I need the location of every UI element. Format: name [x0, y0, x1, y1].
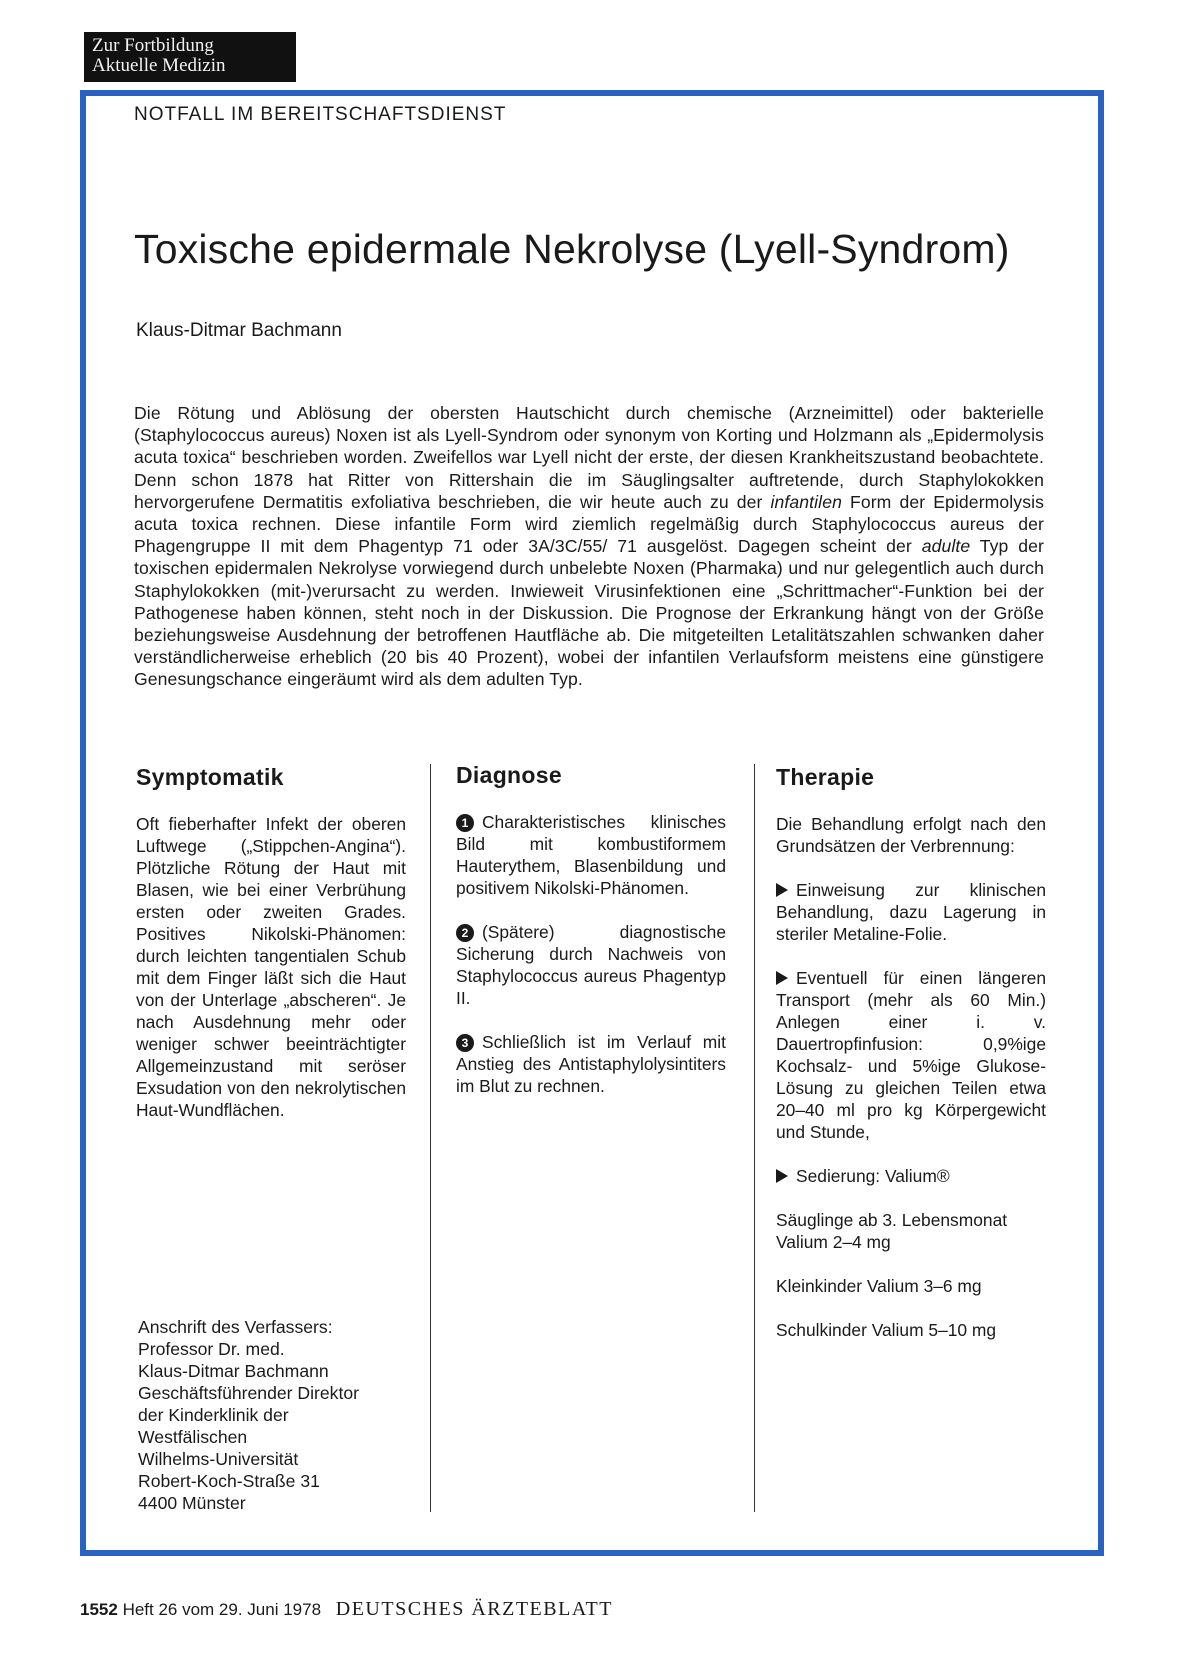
number-2-icon: 2 — [456, 924, 474, 942]
heading-therapie: Therapie — [776, 764, 875, 790]
dose-infant-line-1: Säuglinge ab 3. Lebensmonat — [776, 1210, 1008, 1230]
address-line: der Kinderklinik der — [138, 1405, 289, 1425]
diagnose-item-text: Charakteristisches klinisches Bild mit kombustiformem Hauterythem, Blasenbildung und positivem Nikolski-Phänomen. — [456, 812, 726, 898]
abstract-emphasis-adult: adulte — [921, 536, 971, 557]
column-divider-2 — [754, 764, 755, 1512]
author: Klaus-Ditmar Bachmann — [136, 320, 342, 341]
therapie-bullet-text: Sedierung: Valium® — [796, 1166, 950, 1186]
therapie-intro: Die Behandlung erfolgt nach den Grundsätzen der Verbrennung: — [776, 814, 1046, 856]
dose-infant-line-2: Valium 2–4 mg — [776, 1232, 891, 1252]
therapie-bullet — [776, 879, 1046, 945]
heading-diagnose: Diagnose — [456, 762, 562, 788]
address-line: Wilhelms-Universität — [138, 1449, 299, 1469]
address-line: Geschäftsführender Direktor — [138, 1383, 359, 1403]
badge-line-2: Aktuelle Medizin — [92, 55, 226, 76]
publication-name: DEUTSCHES ÄRZTEBLATT — [335, 1598, 613, 1620]
address-line: Professor Dr. med. — [138, 1339, 285, 1359]
dose-infant — [776, 1209, 1046, 1253]
kicker: NOTFALL IM BEREITSCHAFTSDIENST — [134, 104, 507, 125]
address-line: Westfälischen — [138, 1427, 248, 1447]
heading-symptomatik: Symptomatik — [136, 764, 284, 790]
issue-info: Heft 26 vom 29. Juni 1978 — [122, 1600, 322, 1619]
triangle-bullet-icon — [776, 883, 788, 897]
column-symptomatik — [136, 764, 406, 1121]
therapie-bullet — [776, 1165, 1046, 1187]
number-3-icon: 3 — [456, 1034, 474, 1052]
badge-line-1: Zur Fortbildung — [92, 35, 214, 56]
symptomatik-text: Oft fieberhafter Infekt der oberen Luftwege („Stippchen-Angina“). Plötzliche Rötung der Haut mit Blasen, wie bei einer Verbrühung ersten oder zweiten Grades. Positives Nikolski-Phänomen: durch leichten tangentialen Schub mit dem Finger läßt sich die Haut von der Unterlage „abscheren“. Je nach Ausdehnung mehr oder weniger schwer beeinträchtigter Allgemeinzustand mit seröser Exsudation von den nekrolytischen Haut-Wundflächen. — [136, 814, 406, 1120]
page-number: 1552 — [80, 1600, 118, 1619]
abstract-emphasis-infantile: infantilen — [770, 491, 842, 512]
diagnose-item-text: Schließlich ist im Verlauf mit Anstieg des Antistaphylolysintiters im Blut zu rechnen. — [456, 1032, 726, 1096]
article-title: Toxische epidermale Nekrolyse (Lyell-Syndrom) — [134, 226, 1010, 272]
address-line: Robert-Koch-Straße 31 — [138, 1471, 320, 1491]
abstract-part-2: Form der Epidermolysis acuta toxica rechnen. Diese infantile Form wird ziemlich regelmäßig durch Staphylococcus aureus der Phagengruppe II mit dem Phagentyp 71 oder 3A/3C/55/ 71 ausgelöst. Dagegen scheint der — [134, 491, 1045, 557]
address-line: Anschrift des Verfassers: — [138, 1317, 333, 1337]
dose-toddler: Kleinkinder Valium 3–6 mg — [776, 1276, 982, 1296]
address-line: Klaus-Ditmar Bachmann — [138, 1361, 329, 1381]
dose-school: Schulkinder Valium 5–10 mg — [776, 1320, 997, 1340]
address-line: 4400 Münster — [138, 1493, 246, 1513]
abstract-part-1: Die Rötung und Ablösung der obersten Hautschicht durch chemische (Arzneimittel) oder bakterielle (Staphylococcus aureus) Noxen ist als Lyell-Syndrom oder synonym von Korting und Holzmann als „Epidermolysis acuta toxica“ beschrieben worden. Zweifellos war Lyell nicht der erste, der diesen Krankheitszustand beobachtete. Denn schon 1878 hat Ritter von Rittershain die im Säuglingsalter auftretende, durch Staphylokokken hervorgerufene Dermatitis exfoliativa beschrieben, die wir heute auch zu der — [134, 403, 1044, 512]
number-1-icon: 1 — [456, 814, 474, 832]
triangle-bullet-icon — [776, 971, 788, 985]
abstract-part-3: Typ der toxischen epidermalen Nekrolyse vorwiegend durch unbelebte Noxen (Pharmaka) und nur gelegentlich auch durch Staphylokokken (mit-)verursacht zu werden. Inwieweit Virusinfektionen eine „Schrittmacher“-Funktion bei der Pathogenese haben können, steht noch in der Diskussion. Die Prognose der Erkrankung hängt von der Größe beziehungsweise Ausdehnung der betroffenen Hautfläche ab. Die mitgeteilten Letalitätszahlen schwanken daher verständlicherweise erheblich (20 bis 40 Prozent), wobei der infantilen Verlaufsform meistens eine günstigere Genesungschance eingeräumt wird als dem adulten Typ. — [134, 536, 1045, 690]
therapie-bullet-text: Eventuell für einen längeren Transport (mehr als 60 Min.) Anlegen einer i. v. Dauertropfinfusion: 0,9%ige Kochsalz- und 5%ige Glukose-Lösung zu gleichen Teilen etwa 20–40 ml pro kg Körpergewicht und Stunde, — [776, 968, 1046, 1142]
page-footer — [80, 1598, 613, 1621]
column-diagnose — [456, 762, 726, 1119]
diagnose-item — [456, 921, 726, 1009]
therapie-bullet-text: Einweisung zur klinischen Behandlung, dazu Lagerung in steriler Metaline-Folie. — [776, 880, 1046, 944]
diagnose-item — [456, 1031, 726, 1097]
section-badge — [84, 32, 296, 82]
author-address — [138, 1316, 359, 1514]
diagnose-item — [456, 811, 726, 899]
therapie-bullet — [776, 967, 1046, 1143]
diagnose-item-text: (Spätere) diagnostische Sicherung durch Nachweis von Staphylococcus aureus Phagentyp II. — [456, 922, 726, 1008]
triangle-bullet-icon — [776, 1169, 788, 1183]
column-therapie — [776, 764, 1046, 1341]
column-divider-1 — [430, 764, 431, 1512]
abstract — [134, 402, 1044, 691]
